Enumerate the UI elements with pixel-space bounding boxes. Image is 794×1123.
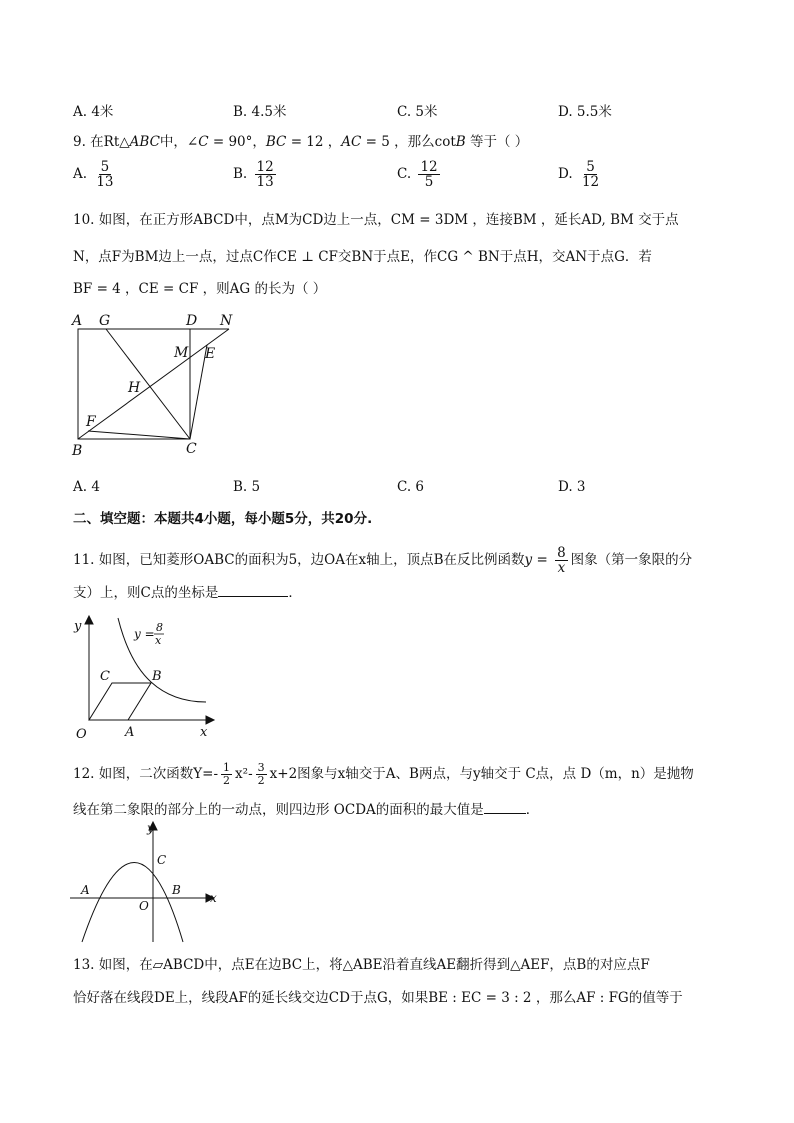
fig11-label-c: C xyxy=(100,669,110,684)
answer-blank[interactable] xyxy=(218,582,288,597)
fig12-label-y: y xyxy=(147,821,154,835)
fig12-label-c: C xyxy=(157,853,167,867)
q9-stem: 9. 在Rt△ABC中，∠C = 90°，BC = 12 ，AC = 5 ，那么cotB 等于（ ） xyxy=(73,134,529,150)
fig11-func-label: y = xyxy=(134,627,155,641)
q10-option-a: A. 4 xyxy=(73,479,100,495)
q12-stem-line2: 线在第二象限的部分上的一动点，则四边形 OCDA的面积的最大值是 ． xyxy=(73,799,539,820)
q8-option-c: C. 5米 xyxy=(397,104,438,120)
fig11-label-b: B xyxy=(152,669,162,684)
q12-figure xyxy=(66,818,226,946)
fig12-label-a: A xyxy=(81,883,90,897)
q10-stem-line2: N，点F为BM边上一点，过点C作CE ⊥ CF交BN于点E，作CG ^ BN于点H，交AN于点G．若 xyxy=(73,249,652,265)
label-e: E xyxy=(205,346,216,362)
q10-option-b: B. 5 xyxy=(233,479,261,495)
rhombus-oabc xyxy=(89,683,151,720)
q9-option-d: D. $\frac{5}{12}$ xyxy=(558,159,600,190)
q10-stem-line1: 10. 如图，在正方形ABCD中，点M为CD边上一点，CM = 3DM ，连接BM ，延长AD, BM 交于点 xyxy=(73,212,679,228)
q13-stem-line1: 13. 如图，在▱ABCD中，点E在边BC上，将△ABE沿着直线AE翻折得到△AEF，点B的对应点F xyxy=(73,957,650,973)
q13-stem-line2: 恰好落在线段DE上，线段AF的延长线交边CD于点G，如果BE : EC = 3 : 2 ，那么AF : FG的值等于 xyxy=(73,990,683,1006)
label-a: A xyxy=(72,313,83,329)
label-g: G xyxy=(99,313,111,329)
label-m: M xyxy=(174,345,189,361)
q11-stem-line2: 支）上，则C点的坐标是 ． xyxy=(73,582,302,603)
q10-figure xyxy=(66,310,246,462)
q8-option-d: D. 5.5米 xyxy=(558,104,612,120)
q9-option-c: C. $\frac{12}{5}$ xyxy=(397,159,438,190)
label-f: F xyxy=(86,414,96,430)
label-h: H xyxy=(128,380,141,396)
q9-option-a: A. $\frac{5}{13}$ xyxy=(73,159,114,190)
fig11-label-a: A xyxy=(125,725,135,740)
q11-stem-line1: 11. 如图，已知菱形OABC的面积为5，边OA在x轴上，顶点B在反比例函数y = $\frac{8}{x}$ 图象（第一象限的分 xyxy=(73,545,693,576)
fig11-label-x: x xyxy=(200,725,208,740)
section-fill-in-heading: 二、填空题：本题共4小题，每小题5分，共20分. xyxy=(73,511,373,527)
fig11-label-o: O xyxy=(76,727,87,742)
fig12-label-b: B xyxy=(172,883,181,897)
q11-figure xyxy=(66,612,226,742)
fig11-func-den: x xyxy=(155,634,162,647)
x-axis-arrow xyxy=(206,716,214,724)
q10-option-c: C. 6 xyxy=(397,479,425,495)
fig12-label-o: O xyxy=(139,899,149,913)
fig12-label-x: x xyxy=(210,891,217,905)
fig11-label-y: y xyxy=(74,619,82,634)
label-b: B xyxy=(72,443,83,459)
q8-option-a: A. 4米 xyxy=(73,104,114,120)
q10-stem-line3: BF = 4 ，CE = CF ，则AG 的长为（ ） xyxy=(73,281,327,297)
answer-blank[interactable] xyxy=(484,799,526,814)
q10-option-d: D. 3 xyxy=(558,479,586,495)
q9-option-b: B. $\frac{12}{13}$ xyxy=(233,159,274,190)
q12-stem-line1: 12. 如图，二次函数Y=- $\frac{1}{2}$ x²- $\frac{3}{2}$ x+2图象与x轴交于A、B两点，与y轴交于 C点，点 D（m，n）是抛物 xyxy=(73,761,694,787)
label-d: D xyxy=(186,313,198,329)
label-n: N xyxy=(220,313,233,329)
y-axis-arrow xyxy=(85,616,93,624)
parabola-curve xyxy=(82,863,183,943)
label-c: C xyxy=(186,441,197,457)
segment-fc xyxy=(88,431,190,439)
q8-option-b: B. 4.5米 xyxy=(233,104,287,120)
fig11-func-num: 8 xyxy=(156,621,163,634)
